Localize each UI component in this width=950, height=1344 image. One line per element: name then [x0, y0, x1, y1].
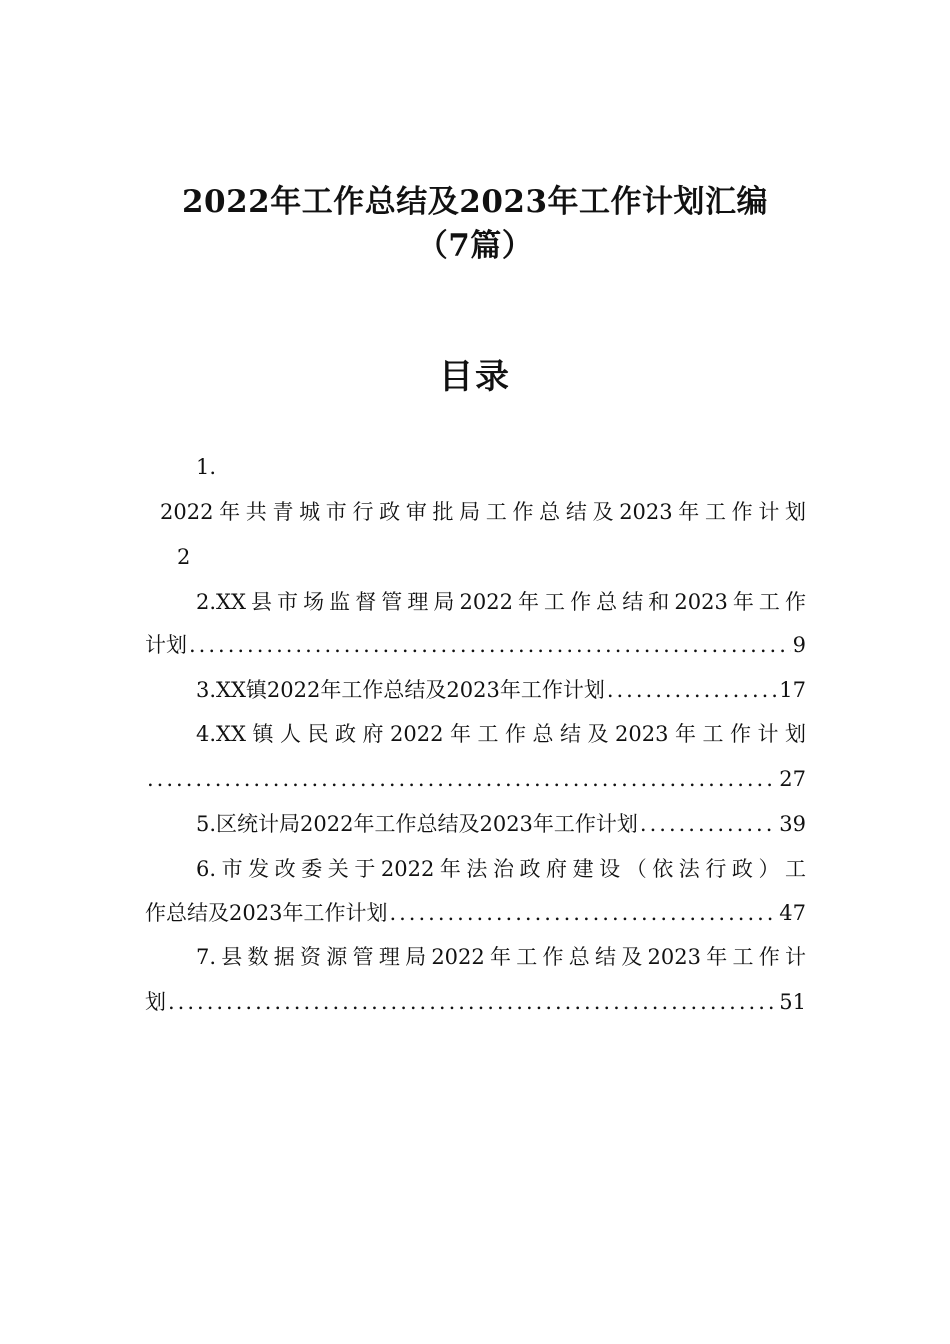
- toc-entry-5-dot-leader: [640, 809, 777, 839]
- toc-entry-2-title-cont: 计划: [145, 633, 187, 657]
- toc-entry-3[interactable]: [196, 675, 806, 705]
- toc-entry-2-page: 9: [792, 633, 806, 657]
- toc-entry-5-title: 5.区统计局2022年工作总结及2023年工作计划: [196, 812, 638, 836]
- toc-entry-3-title: 3.XX镇2022年工作总结及2023年工作计划: [196, 678, 605, 702]
- toc-entry-4-title[interactable]: 4.XX镇人民政府2022年工作总结及2023年工作计划: [196, 722, 806, 746]
- toc-entry-7-title-cont: 划: [145, 990, 166, 1014]
- toc-entry-2-leader-line[interactable]: [145, 630, 806, 660]
- toc-entry-2-title[interactable]: 2.XX县市场监督管理局2022年工作总结和2023年工作: [196, 590, 806, 614]
- toc-entry-7-title[interactable]: 7.县数据资源管理局2022年工作总结及2023年工作计: [196, 945, 806, 969]
- toc-entry-2-dot-leader: [189, 630, 791, 660]
- toc-entry-1-title[interactable]: 2022年共青城市行政审批局工作总结及2023年工作计划: [160, 500, 806, 524]
- document-title: 2022年工作总结及2023年工作计划汇编: [181, 184, 769, 220]
- toc-entry-3-dot-leader: [607, 675, 777, 705]
- toc-entry-3-page: 17: [779, 678, 806, 702]
- toc-entry-7-leader-line[interactable]: [145, 987, 806, 1017]
- toc-entry-6-leader-line[interactable]: [145, 898, 806, 928]
- toc-entry-6-page: 47: [779, 901, 806, 925]
- toc-entry-1-page[interactable]: 2: [177, 545, 191, 569]
- toc-entry-4-page: 27: [779, 767, 806, 791]
- toc-heading: 目录: [439, 357, 511, 397]
- toc-entry-4-dot-leader: [147, 764, 777, 794]
- toc-entry-6-title-cont: 作总结及2023年工作计划: [145, 901, 388, 925]
- document-subtitle: （7篇）: [416, 228, 534, 264]
- toc-entry-5[interactable]: [196, 809, 806, 839]
- toc-entry-5-page: 39: [779, 812, 806, 836]
- toc-entry-7-dot-leader: [168, 987, 777, 1017]
- toc-entry-6-title[interactable]: 6.市发改委关于2022年法治政府建设（依法行政）工: [196, 857, 806, 881]
- toc-entry-4-leader-line[interactable]: [145, 764, 806, 794]
- toc-entry-6-dot-leader: [389, 898, 777, 928]
- toc-entry-7-page: 51: [779, 990, 806, 1014]
- toc-entry-1-number[interactable]: 1.: [196, 455, 217, 479]
